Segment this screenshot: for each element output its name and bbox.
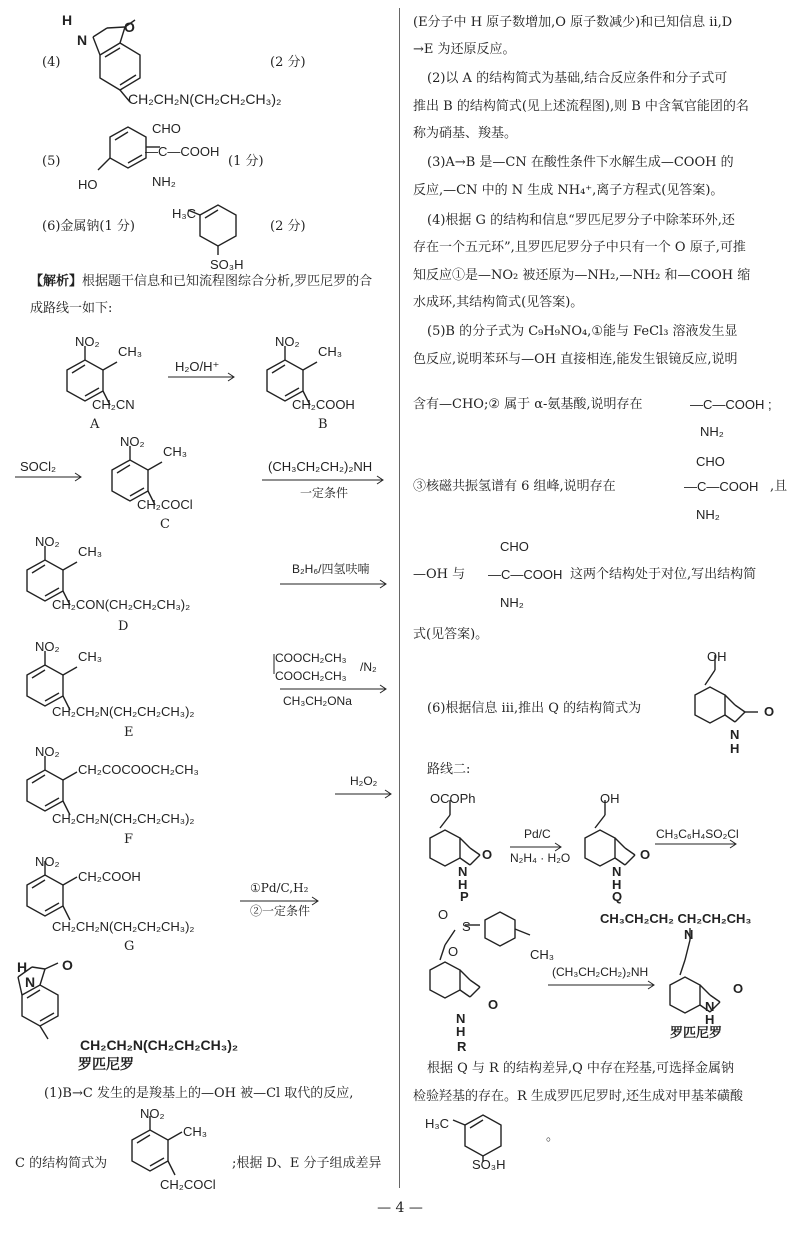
reagent-DE: B₂H₆/四氢呋喃 — [292, 562, 370, 576]
route2-title: 路线二: — [427, 762, 471, 777]
answer-6-text: (6)金属钠(1 分) — [42, 219, 135, 234]
right-r16: —OH 与 — [413, 567, 466, 582]
reagent-CD-top: (CH₃CH₂CH₂)₂NH — [268, 459, 373, 474]
reagent-CD-bottom: 一定条件 — [300, 486, 349, 500]
answer-4-number: (4) — [42, 55, 61, 70]
analysis-intro: 根据题干信息和已知流程图综合分析,罗匹尼罗的合成路线一如下: — [30, 274, 373, 316]
column-divider — [399, 8, 400, 1188]
label-Q: Q — [612, 889, 623, 904]
right-r12: (5)B 的分子式为 C₉H₉NO₄,①能与 FeCl₃ 溶液发生显 — [427, 324, 738, 339]
label-E: E — [124, 725, 134, 740]
reagent-ts: CH₃C₆H₄SO₂Cl — [656, 827, 739, 841]
chain-D: CH₂CON(CH₂CH₂CH₃)₂ — [52, 597, 191, 612]
label-F: F — [124, 832, 134, 847]
right-r15: ③核磁共振氢谱有 6 组峰,说明存在 — [413, 479, 616, 494]
product-chain: CH₂CH₂N(CH₂CH₂CH₃)₂ — [80, 1037, 239, 1053]
label-B: B — [318, 417, 328, 432]
right-r3: (2)以 A 的结构简式为基础,结合反应条件和分子式可 — [427, 71, 728, 86]
right-r18: (6)根据信息 ⅲ,推出 Q 的结构简式为 — [427, 701, 642, 716]
right-r8: (4)根据 G 的结构和信息“罗匹尼罗分子中除苯环外,还 — [427, 213, 735, 228]
label-D: D — [118, 619, 129, 634]
label-C: C — [160, 517, 170, 532]
reagent-pd: Pd/C — [524, 827, 551, 841]
chain-E: CH₂CH₂N(CH₂CH₂CH₃)₂ — [52, 704, 195, 719]
reagent-n2h4: N₂H₄ · H₂O — [510, 851, 571, 865]
reagent-socl2: SOCl₂ — [20, 459, 57, 474]
right-r2: →E 为还原反应。 — [413, 42, 516, 57]
chain-F-top: CH₂COCOOCH₂CH₃ — [78, 762, 199, 777]
reagent-amine: (CH₃CH₂CH₂)₂NH — [552, 965, 649, 979]
reagent-EF-bottom: CH₃CH₂ONa — [283, 694, 352, 708]
chain-B: CH₂COOH — [292, 397, 355, 412]
reagent-EF-mid: COOCH₂CH₃ — [275, 669, 347, 683]
chain-G-top: CH₂COOH — [78, 869, 141, 884]
label-G: G — [124, 939, 135, 954]
reagent-EF-n2: /N₂ — [360, 660, 377, 674]
reagent-G-bottom: ②一定条件 — [250, 904, 311, 918]
right-r5: 称为硝基、羧基。 — [413, 126, 518, 141]
analysis-tag: 【解析】 — [30, 274, 83, 289]
chain-G: CH₂CH₂N(CH₂CH₂CH₃)₂ — [52, 919, 195, 934]
right-r20: 检验羟基的存在。R 生成罗匹尼罗时,还生成对甲基苯磺酸 — [413, 1089, 744, 1104]
answer-5-number: (5) — [42, 154, 61, 169]
page-number: — 4 — — [377, 1200, 423, 1216]
product-name: 罗匹尼罗 — [78, 1057, 134, 1073]
right-r17: 式(见答案)。 — [413, 627, 489, 642]
chain-C-inline: CH₂COCl — [160, 1177, 216, 1192]
right-r9: 存在一个五元环”,且罗匹尼罗分子中只有一个 O 原子,可推 — [413, 240, 746, 255]
label-R: R — [457, 1039, 467, 1054]
structure-R — [415, 905, 575, 1045]
answer-4-chain: CH₂CH₂N(CH₂CH₂CH₃)₂ — [128, 91, 282, 107]
right-r16b: 这两个结构处于对位,写出结构简 — [570, 567, 757, 582]
right-r10: 知反应①是—NO₂ 被还原为—NH₂,—NH₂ 和—COOH 缩 — [413, 268, 751, 283]
structure-ropinirole-2 — [660, 920, 780, 1040]
right-r7: 反应,—CN 中的 N 生成 NH₄⁺,离子方程式(见答案)。 — [413, 183, 724, 198]
right-r14: 含有—CHO;② 属于 α-氨基酸,说明存在 — [413, 397, 643, 412]
reagent-EF-top: COOCH₂CH₃ — [275, 651, 347, 665]
right-r13: 色反应,说明苯环与—OH 直接相连,能发生银镜反应,说明 — [413, 352, 738, 367]
chain-A: CH₂CN — [92, 397, 135, 412]
answer-4-score: (2 分) — [270, 55, 306, 70]
answer-5-score: (1 分) — [228, 154, 264, 169]
reagent-AB: H₂O/H⁺ — [175, 359, 220, 374]
analysis-p1c: ;根据 D、E 分子组成差异 — [232, 1156, 382, 1171]
reagent-G-top: ①Pd/C,H₂ — [250, 881, 309, 895]
right-r19: 根据 Q 与 R 的结构差异,Q 中存在羟基,可选择金属钠 — [427, 1061, 735, 1076]
chain-C: CH₂COCl — [137, 497, 193, 512]
right-r1: (E分子中 H 原子数增加,O 原子数减少)和已知信息 ⅱ,D — [413, 15, 733, 30]
label-A: A — [90, 417, 100, 432]
right-r11: 水成环,其结构简式(见答案)。 — [413, 295, 584, 310]
right-r4: 推出 B 的结构简式(见上述流程图),则 B 中含氧官能团的名 — [413, 99, 749, 114]
structure-Q-answer — [680, 650, 800, 760]
analysis-p1: (1)B→C 发生的是羧基上的—OH 被—Cl 取代的反应, — [44, 1086, 354, 1101]
answer-6-score: (2 分) — [270, 219, 306, 234]
route2-product: 罗匹尼罗 — [670, 1026, 723, 1041]
chain-F: CH₂CH₂N(CH₂CH₂CH₃)₂ — [52, 811, 195, 826]
right-end-dot: 。 — [546, 1129, 560, 1144]
label-P: P — [460, 889, 469, 904]
right-r15b: ,且 — [770, 479, 788, 494]
analysis-p1b: C 的结构简式为 — [15, 1156, 108, 1171]
reagent-FG: H₂O₂ — [350, 774, 378, 788]
right-r6: (3)A→B 是—CN 在酸性条件下水解生成—COOH 的 — [427, 155, 734, 170]
